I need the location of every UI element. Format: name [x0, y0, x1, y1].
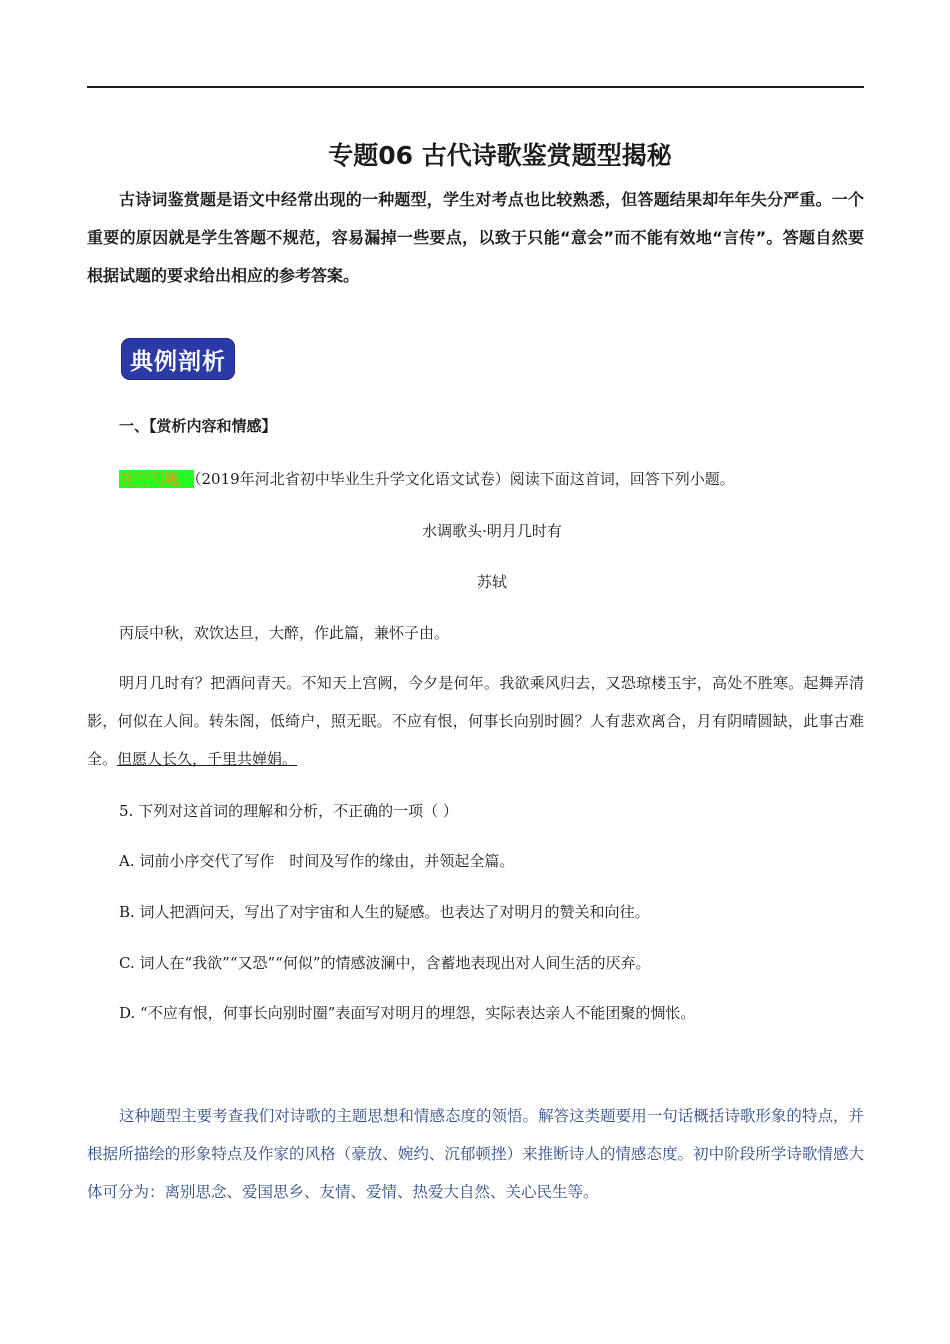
section-heading: 一、【赏析内容和情感】: [119, 417, 277, 435]
example-text: （2019年河北省初中毕业生升学文化语文试卷）阅读下面这首词，回答下列小题。: [194, 470, 735, 488]
example-line: [119, 468, 735, 489]
option-c: C. 词人在“我欲”“又恐”“何似”的情感波澜中，含蓄地表现出对人间生活的厌弃。: [119, 954, 651, 972]
poem-body: [87, 664, 864, 778]
option-a: A. 词前小序交代了写作 时间及写作的缘由，并领起全篇。: [119, 852, 515, 870]
page-title: 专题06 古代诗歌鉴赏题型揭秘: [328, 141, 672, 170]
option-d: D. “不应有恨，何事长向别时圈”表面写对明月的埋怨，实际表达亲人不能团聚的惆怅。: [119, 1004, 696, 1022]
section-badge: 典例剖析: [121, 338, 235, 380]
poem-underlined-line: 但愿人长久，千里共婵娟。: [117, 750, 298, 768]
question-stem: 5. 下列对这首词的理解和分析，不正确的一项（ ）: [119, 802, 458, 820]
analysis-paragraph: 这种题型主要考查我们对诗歌的主题思想和情感态度的领悟。解答这类题要用一句话概括诗歌形象的特点，并根据所描绘的形象特点及作家的风格（豪放、婉约、沉郁顿挫）来推断诗人的情感态度。初中阶段所学诗歌情感大体可分为：离别思念、爱国思乡、友情、爱情、热爱大自然、关心民生等。: [87, 1107, 864, 1201]
poem-author: 苏轼: [476, 573, 507, 591]
header-rule: [87, 86, 864, 88]
intro-paragraph: 古诗词鉴赏题是语文中经常出现的一种题型，学生对考点也比较熟悉，但答题结果却年年失分严重。一个重要的原因就是学生答题不规范，容易漏掉一些要点，以致于只能“意会”而不能有效地“言传”。答题自然要根据试题的要求给出相应的参考答案。: [87, 190, 864, 285]
option-b: B. 词人把酒问天，写出了对宇宙和人生的疑感。也表达了对明月的赞关和向往。: [119, 903, 650, 921]
poem-text: 明月几时有？把酒问青天。不知天上宫阙，今夕是何年。我欲乘风归去，又恐琼楼玉宇，高处不胜寒。起舞弄清影，何似在人间。转朱阁，低绮户，照无眠。不应有恨，何事长向别时圆？人有悲欢离合，月有阴晴圆缺，此事古难全。: [87, 674, 864, 768]
poem-preface: 丙辰中秋，欢饮达旦，大醉，作此篇，兼怀子由。: [119, 624, 450, 642]
poem-title: 水调歌头·明月几时有: [422, 522, 562, 540]
example-label: 典型例题：: [119, 470, 195, 488]
